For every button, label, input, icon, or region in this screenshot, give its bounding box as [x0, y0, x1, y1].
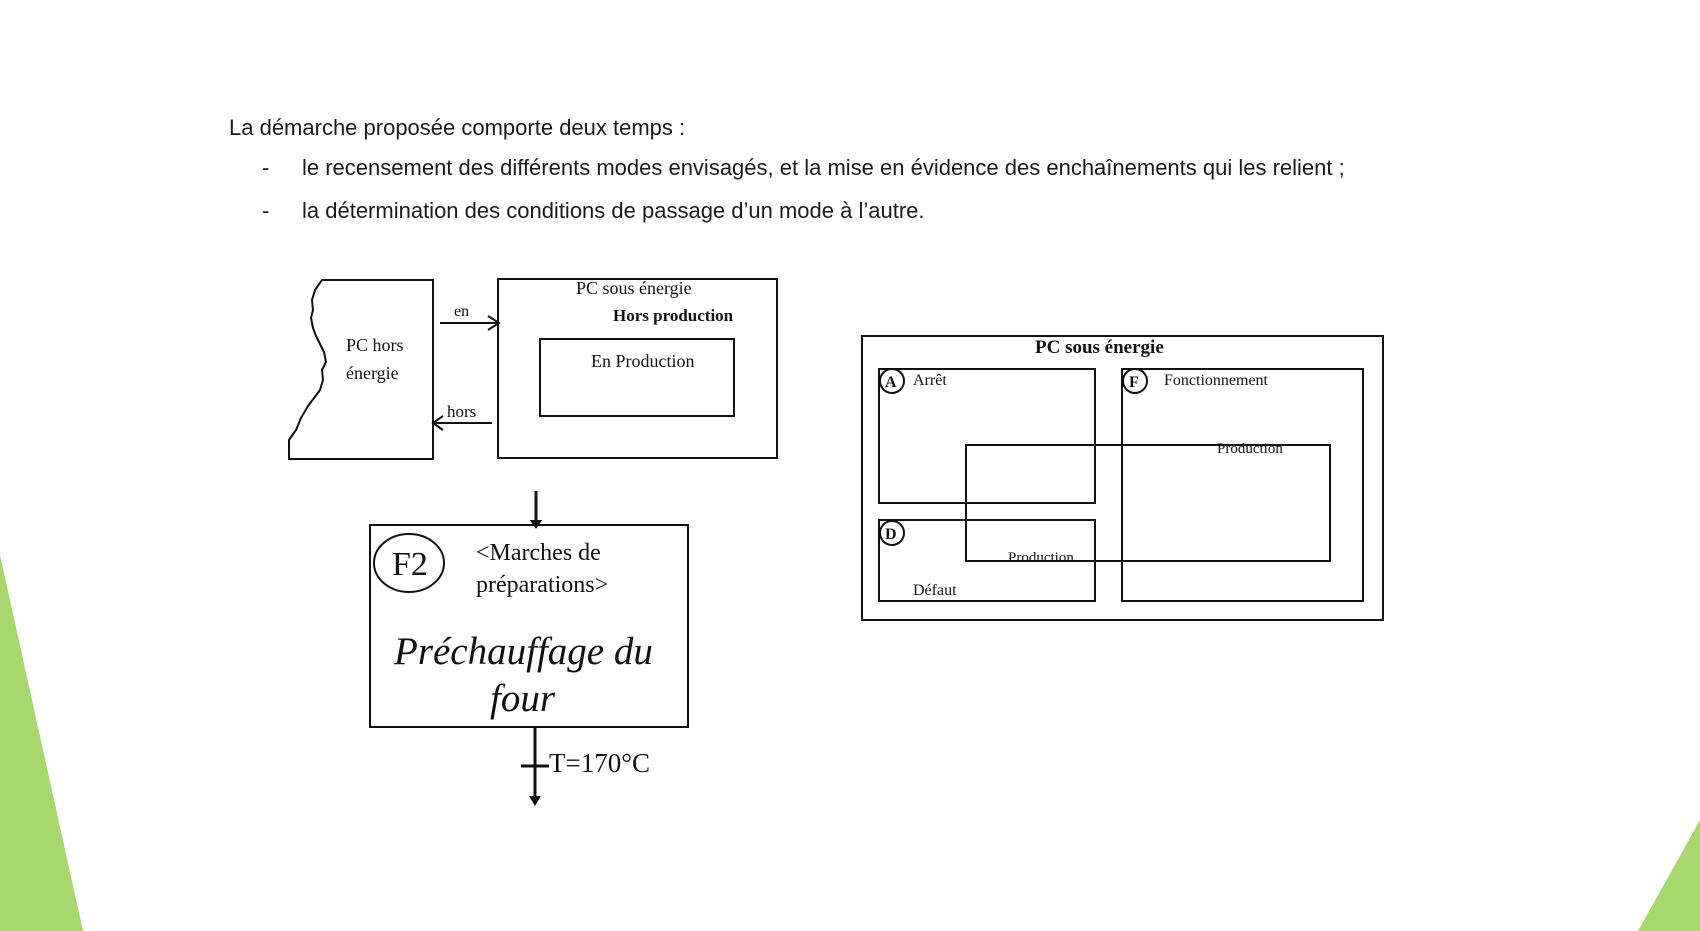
bullet-marker: -	[262, 155, 270, 180]
hors-production-label: Hors production	[613, 306, 734, 325]
mode-a-label: Arrêt	[913, 372, 947, 389]
step-id: F2	[392, 546, 428, 583]
pc-hors-label-1: PC hors	[346, 335, 404, 355]
step-action-2: four	[490, 677, 556, 720]
step-title-2: préparations>	[476, 572, 609, 598]
bullet-marker: -	[262, 198, 270, 223]
mode-f-letter: F	[1129, 374, 1139, 391]
mode-f-box	[1122, 369, 1363, 601]
arrow-en-label: en	[454, 303, 470, 320]
mode-a-letter: A	[885, 374, 897, 391]
mode-d-label: Défaut	[913, 582, 957, 599]
modes-title: PC sous énergie	[1035, 337, 1164, 358]
production-label-upper: Production	[1217, 441, 1283, 457]
bullet-text: la détermination des conditions de passage d’un mode à l’autre.	[302, 198, 925, 223]
pc-hors-label-2: énergie	[346, 363, 399, 383]
mode-f-label: Fonctionnement	[1164, 372, 1268, 389]
arrow-hors-label: hors	[447, 402, 477, 421]
bullet-text: le recensement des différents modes envisagés, et la mise en évidence des enchaînements qui les relient ;	[302, 155, 1345, 180]
intro-text: La démarche proposée comporte deux temps :	[229, 115, 686, 140]
production-label-lower: Production	[1008, 550, 1074, 566]
en-production-label: En Production	[591, 351, 695, 371]
step-title-1: <Marches de	[476, 540, 601, 566]
pc-sous-energie-label: PC sous énergie	[576, 278, 692, 298]
transition-condition: T=170°C	[549, 748, 651, 778]
mode-d-letter: D	[885, 526, 897, 543]
mode-a-box	[879, 369, 1095, 503]
step-action-1: Préchauffage du	[394, 630, 653, 673]
